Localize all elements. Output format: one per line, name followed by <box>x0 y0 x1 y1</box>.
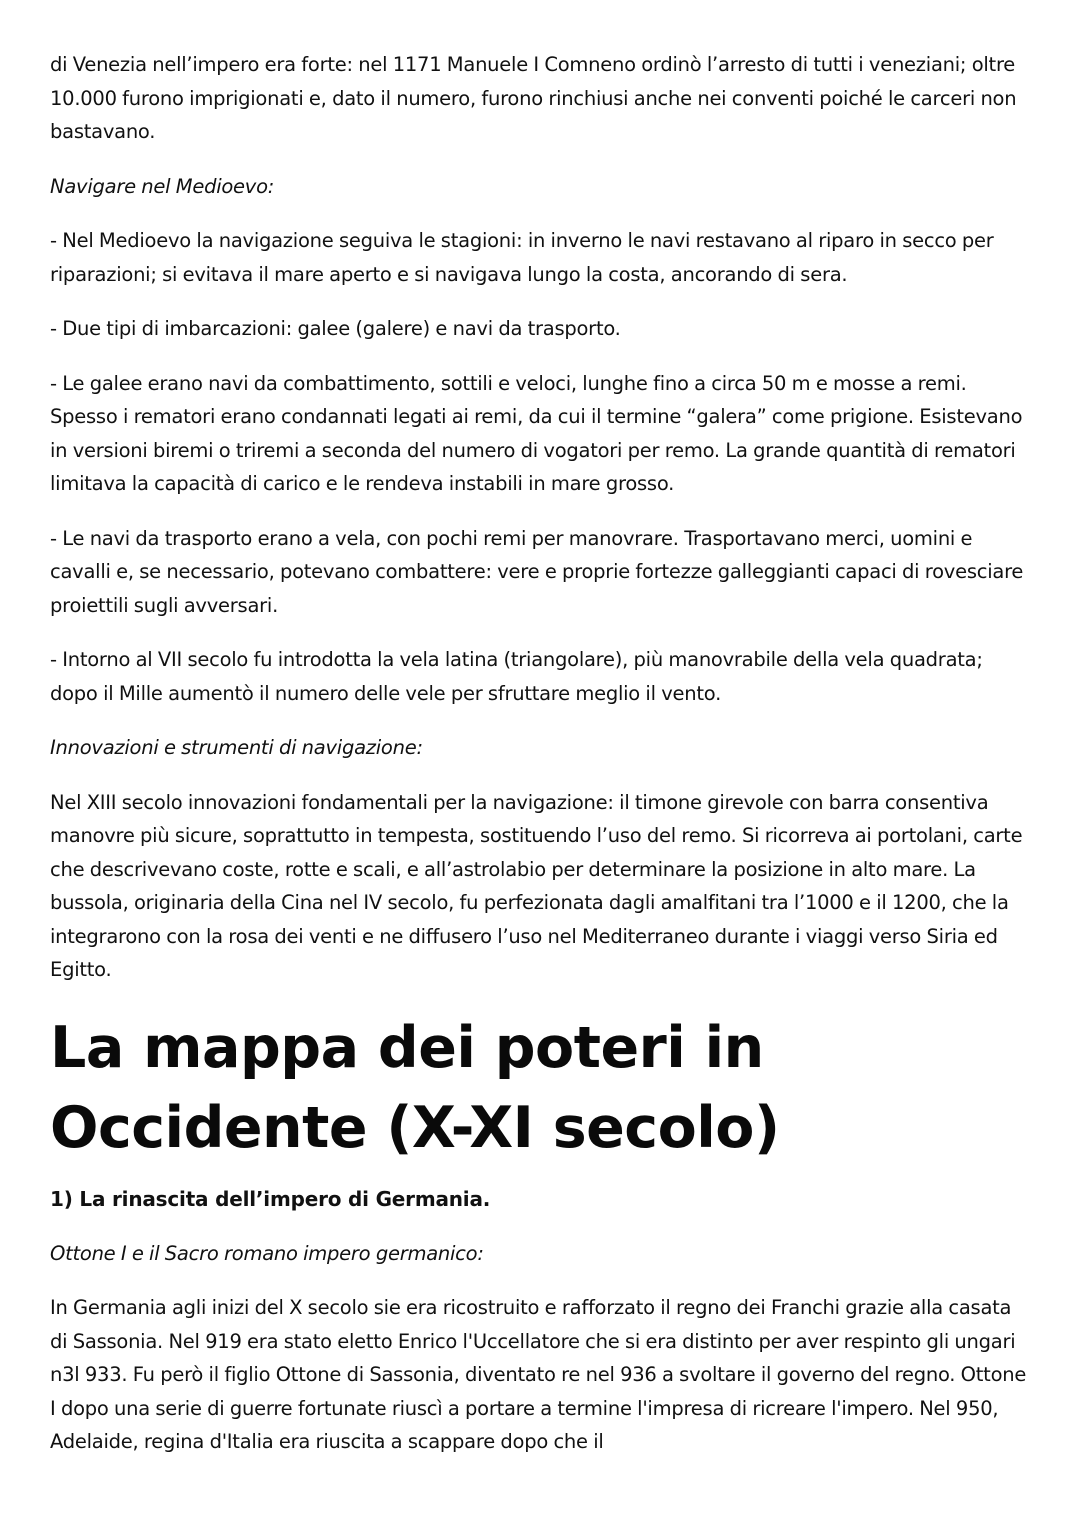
chapter-title: La mappa dei poteri in Occidente (X-XI secolo) <box>50 1014 780 1161</box>
section-title: 1) La rinascita dell’impero di Germania. <box>50 1186 491 1211</box>
navigation-point-5: - Intorno al VII secolo fu introdotta la vela latina (triangolare), più manovrabile della vela quadrata; dopo il Mille aumentò il numero delle vele per sfruttare meglio il vento. <box>50 648 983 705</box>
chapter-paragraph: In Germania agli inizi del X secolo sie era ricostruito e rafforzato il regno dei Franchi grazie alla casata di Sassonia. Nel 919 era stato eletto Enrico l'Uccellatore che si era distinto per aver respinto gli ungari n3l 933. Fu però il figlio Ottone di Sassonia, diventato re nel 936 a svoltare il governo del regno. Ottone I dopo una serie di guerre fortunate riuscì a portare a termine l'impresa di ricreare l'impero. Nel 950, Adelaide, regina d'Italia era riuscita a scappare dopo che il <box>50 1296 1027 1453</box>
innovations-paragraph: Nel XIII secolo innovazioni fondamentali per la navigazione: il timone girevole con barra consentiva manovre più sicure, soprattutto in tempesta, sostituendo l’uso del remo. Si ricorreva ai portolani, carte che descrivevano coste, rotte e scali, e all’astrolabio per determinare la posizione in alto mare. La bussola, originaria della Cina nel IV secolo, fu perfezionata dagli amalfitani tra l’1000 e il 1200, che la integrarono con la rosa dei venti e ne diffusero l’uso nel Mediterraneo durante i viaggi verso Siria ed Egitto. <box>50 790 1023 981</box>
navigation-point-4: - Le navi da trasporto erano a vela, con pochi remi per manovrare. Trasportavano merci, uomini e cavalli e, se necessario, potevano combattere: vere e proprie fortezze galleggianti capaci di rovesciare proiettili sugli avversari. <box>50 526 1024 617</box>
navigation-point-1: - Nel Medioevo la navigazione seguiva le stagioni: in inverno le navi restavano al riparo in secco per riparazioni; si evitava il mare aperto e si navigava lungo la costa, ancorando di sera. <box>50 229 994 286</box>
navigation-point-2: - Due tipi di imbarcazioni: galee (galere) e navi da trasporto. <box>50 317 621 340</box>
innovations-heading: Innovazioni e strumenti di navigazione: <box>50 736 423 759</box>
navigation-point-3: - Le galee erano navi da combattimento, sottili e veloci, lunghe fino a circa 50 m e mosse a remi. Spesso i rematori erano condannati legati ai remi, da cui il termine “galera” come prigione. Esistevano in versioni biremi o triremi a seconda del numero di vogatori per remo. La grande quantità di rematori limitava la capacità di carico e le rendeva instabili in mare grosso. <box>50 371 1023 495</box>
intro-paragraph: di Venezia nell’impero era forte: nel 1171 Manuele I Comneno ordinò l’arresto di tutti i veneziani; oltre 10.000 furono imprigionati e, dato il numero, furono rinchiusi anche nei conventi poiché le carceri non bastavano. <box>50 53 1017 143</box>
subsection-heading: Ottone I e il Sacro romano impero germanico: <box>50 1241 484 1265</box>
navigation-heading: Navigare nel Medioevo: <box>50 174 275 198</box>
